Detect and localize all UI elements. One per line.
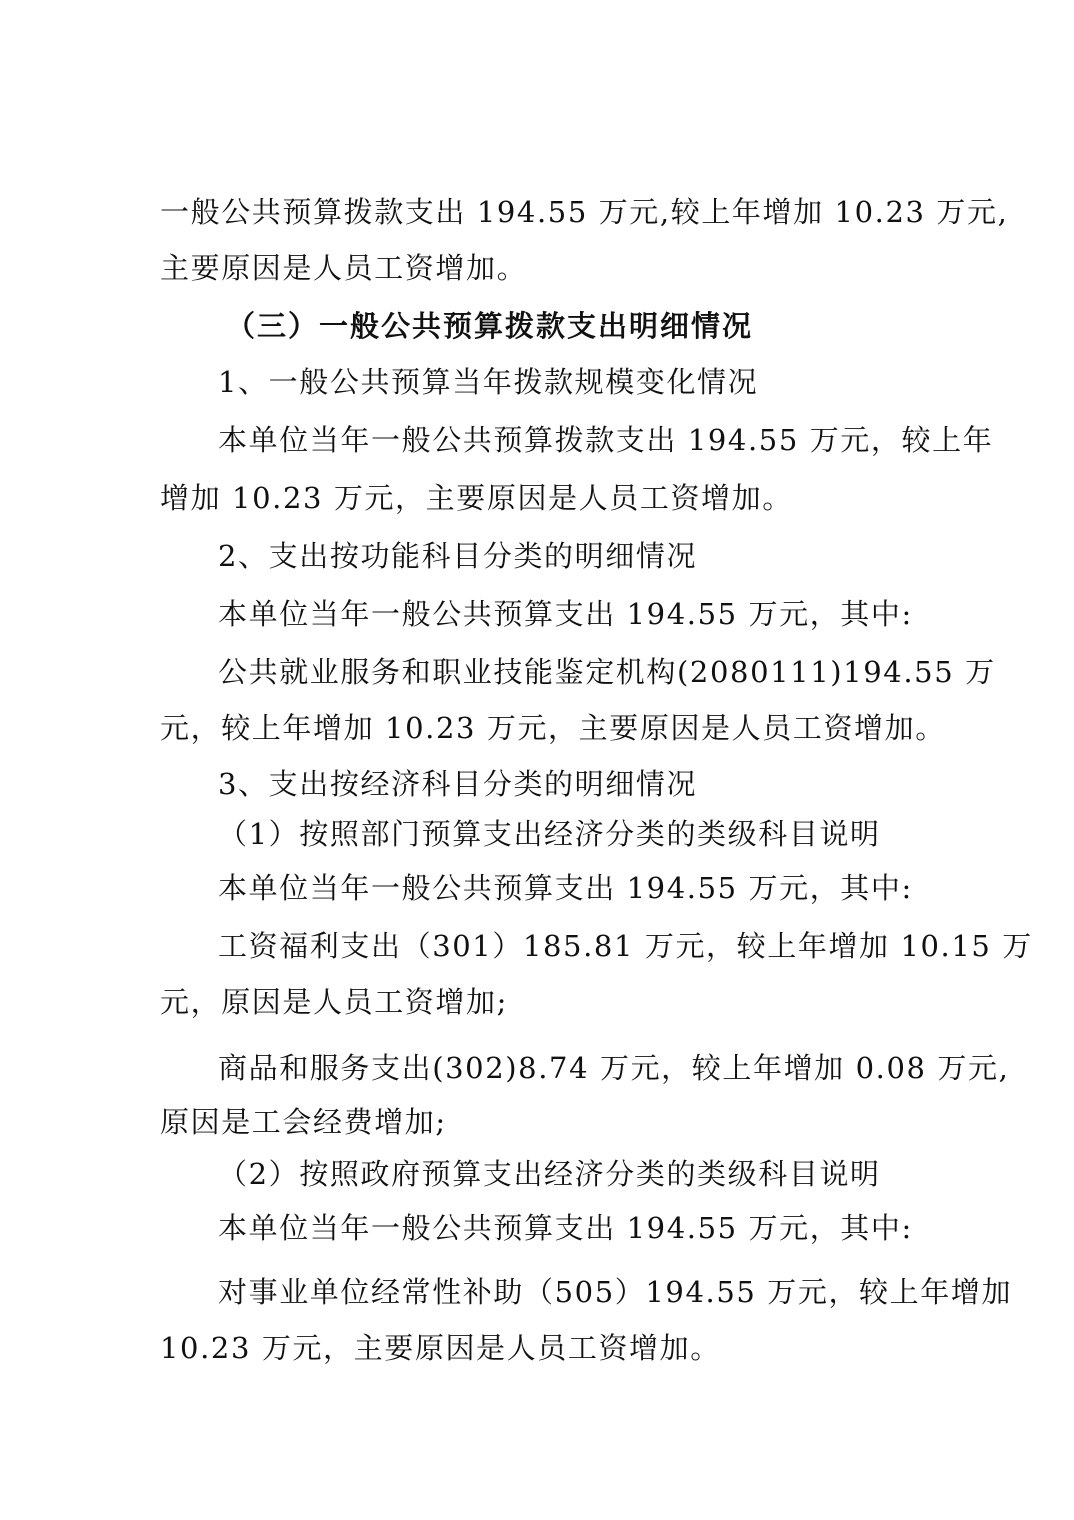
paragraph-line: 10.23 万元，主要原因是人员工资增加。 <box>160 1331 721 1365</box>
paragraph-line: 公共就业服务和职业技能鉴定机构(2080111)194.55 万 <box>218 655 996 689</box>
paragraph-line: 原因是工会经费增加; <box>160 1105 447 1139</box>
paragraph-line: 对事业单位经常性补助（505）194.55 万元，较上年增加 <box>218 1275 1013 1309</box>
subsection-heading: 1、一般公共预算当年拨款规模变化情况 <box>218 365 759 399</box>
paragraph-line: 增加 10.23 万元，主要原因是人员工资增加。 <box>160 481 793 515</box>
paragraph-line: 一般公共预算拨款支出 194.55 万元,较上年增加 10.23 万元, <box>160 195 1009 229</box>
paragraph-line: 本单位当年一般公共预算支出 194.55 万元，其中: <box>218 871 913 905</box>
subsection-item: （1）按照部门预算支出经济分类的类级科目说明 <box>218 817 881 851</box>
paragraph-line: 商品和服务支出(302)8.74 万元，较上年增加 0.08 万元, <box>218 1051 1010 1085</box>
paragraph-line: 本单位当年一般公共预算拨款支出 194.55 万元，较上年 <box>218 423 994 457</box>
subsection-item: （2）按照政府预算支出经济分类的类级科目说明 <box>218 1157 881 1191</box>
paragraph-line: 工资福利支出（301）185.81 万元，较上年增加 10.15 万 <box>218 929 1033 963</box>
paragraph-line: 元，较上年增加 10.23 万元，主要原因是人员工资增加。 <box>160 711 946 745</box>
paragraph-line: 元，原因是人员工资增加; <box>160 985 508 1019</box>
subsection-heading: 2、支出按功能科目分类的明细情况 <box>218 539 698 573</box>
paragraph-line: 本单位当年一般公共预算支出 194.55 万元，其中: <box>218 1211 913 1245</box>
section-heading: （三）一般公共预算拨款支出明细情况 <box>226 309 754 343</box>
paragraph-line: 本单位当年一般公共预算支出 194.55 万元，其中: <box>218 597 913 631</box>
subsection-heading: 3、支出按经济科目分类的明细情况 <box>218 767 698 801</box>
paragraph-line: 主要原因是人员工资增加。 <box>160 251 528 285</box>
